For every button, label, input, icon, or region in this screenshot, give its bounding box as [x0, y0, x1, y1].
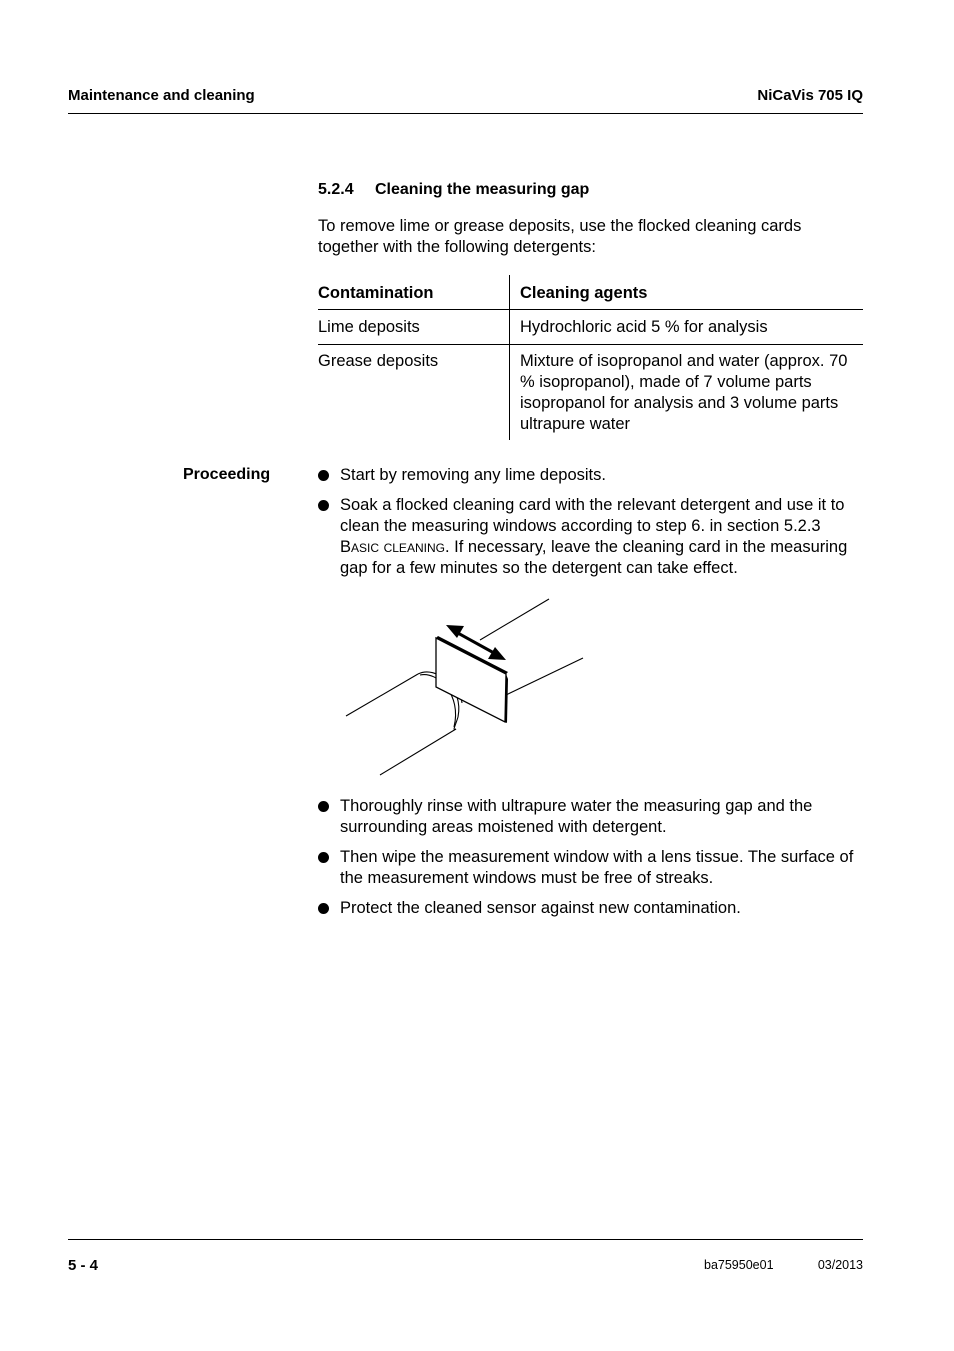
proceeding-steps-2 [318, 796, 863, 928]
probe-body-bottom [380, 729, 456, 775]
bullet-icon [318, 500, 329, 511]
list-item [318, 847, 863, 889]
list-item-text: . If necessary, leave the cleaning card in the measuring gap for a few minutes so the detergent can take effect. [340, 538, 848, 577]
list-item-text: Then wipe the measurement window with a lens tissue. The surface of the measurement windows must be free of streaks. [340, 848, 854, 887]
header-rule [68, 113, 863, 114]
list-item-text: Start by removing any lime deposits. [340, 466, 606, 484]
table-header-contamination: Contamination [318, 275, 510, 310]
list-item [318, 898, 863, 919]
proceeding-label: Proceeding [183, 466, 271, 483]
list-item-text: Soak a flocked cleaning card with the relevant detergent and use it to clean the measuring windows according to step 6. in section 5.2.3 [340, 496, 845, 535]
bullet-icon [318, 801, 329, 812]
list-item [318, 465, 863, 486]
section-title: Cleaning the measuring gap [375, 181, 590, 198]
probe-lower-edge [506, 658, 583, 695]
bullet-icon [318, 903, 329, 914]
list-item [318, 495, 863, 579]
bullet-icon [318, 470, 329, 481]
footer-rule [68, 1239, 863, 1240]
proceeding-steps-1 [318, 465, 863, 588]
document-date: 03/2013 [817, 1258, 863, 1272]
table-cell: Grease deposits [318, 352, 439, 370]
probe-body-top [346, 674, 418, 716]
table-row [318, 345, 863, 441]
table-cell: Mixture of isopropanol and water (approx. 70 % isopropanol), made of 7 volume parts isopropanol for analysis and 3 volume parts ultrapure water [510, 345, 864, 441]
table-cell: Lime deposits [318, 310, 510, 345]
list-item-text: Protect the cleaned sensor against new contamination. [340, 899, 741, 917]
running-header-right: NiCaVis 705 IQ [757, 87, 863, 104]
section-heading [318, 181, 589, 199]
table-header-row [318, 275, 863, 310]
table-cell: Hydrochloric acid 5 % for analysis [510, 310, 864, 345]
document-id: ba75950e01 [704, 1258, 774, 1272]
section-reference: Basic cleaning [340, 538, 445, 556]
cleaning-agents-table [318, 275, 863, 440]
table-header-cleaning-agents: Cleaning agents [510, 275, 864, 310]
section-number: 5.2.4 [318, 181, 354, 198]
bullet-icon [318, 852, 329, 863]
list-item-text: Thoroughly rinse with ultrapure water the measuring gap and the surrounding areas moistened with detergent. [340, 797, 813, 836]
page-number: 5 - 4 [68, 1257, 99, 1274]
probe-upper-edge [480, 599, 549, 640]
section-intro: To remove lime or grease deposits, use the flocked cleaning cards together with the following detergents: [318, 217, 802, 256]
cleaning-card-illustration [340, 595, 590, 780]
table-row [318, 310, 863, 345]
running-header-left: Maintenance and cleaning [68, 87, 255, 104]
list-item [318, 796, 863, 838]
